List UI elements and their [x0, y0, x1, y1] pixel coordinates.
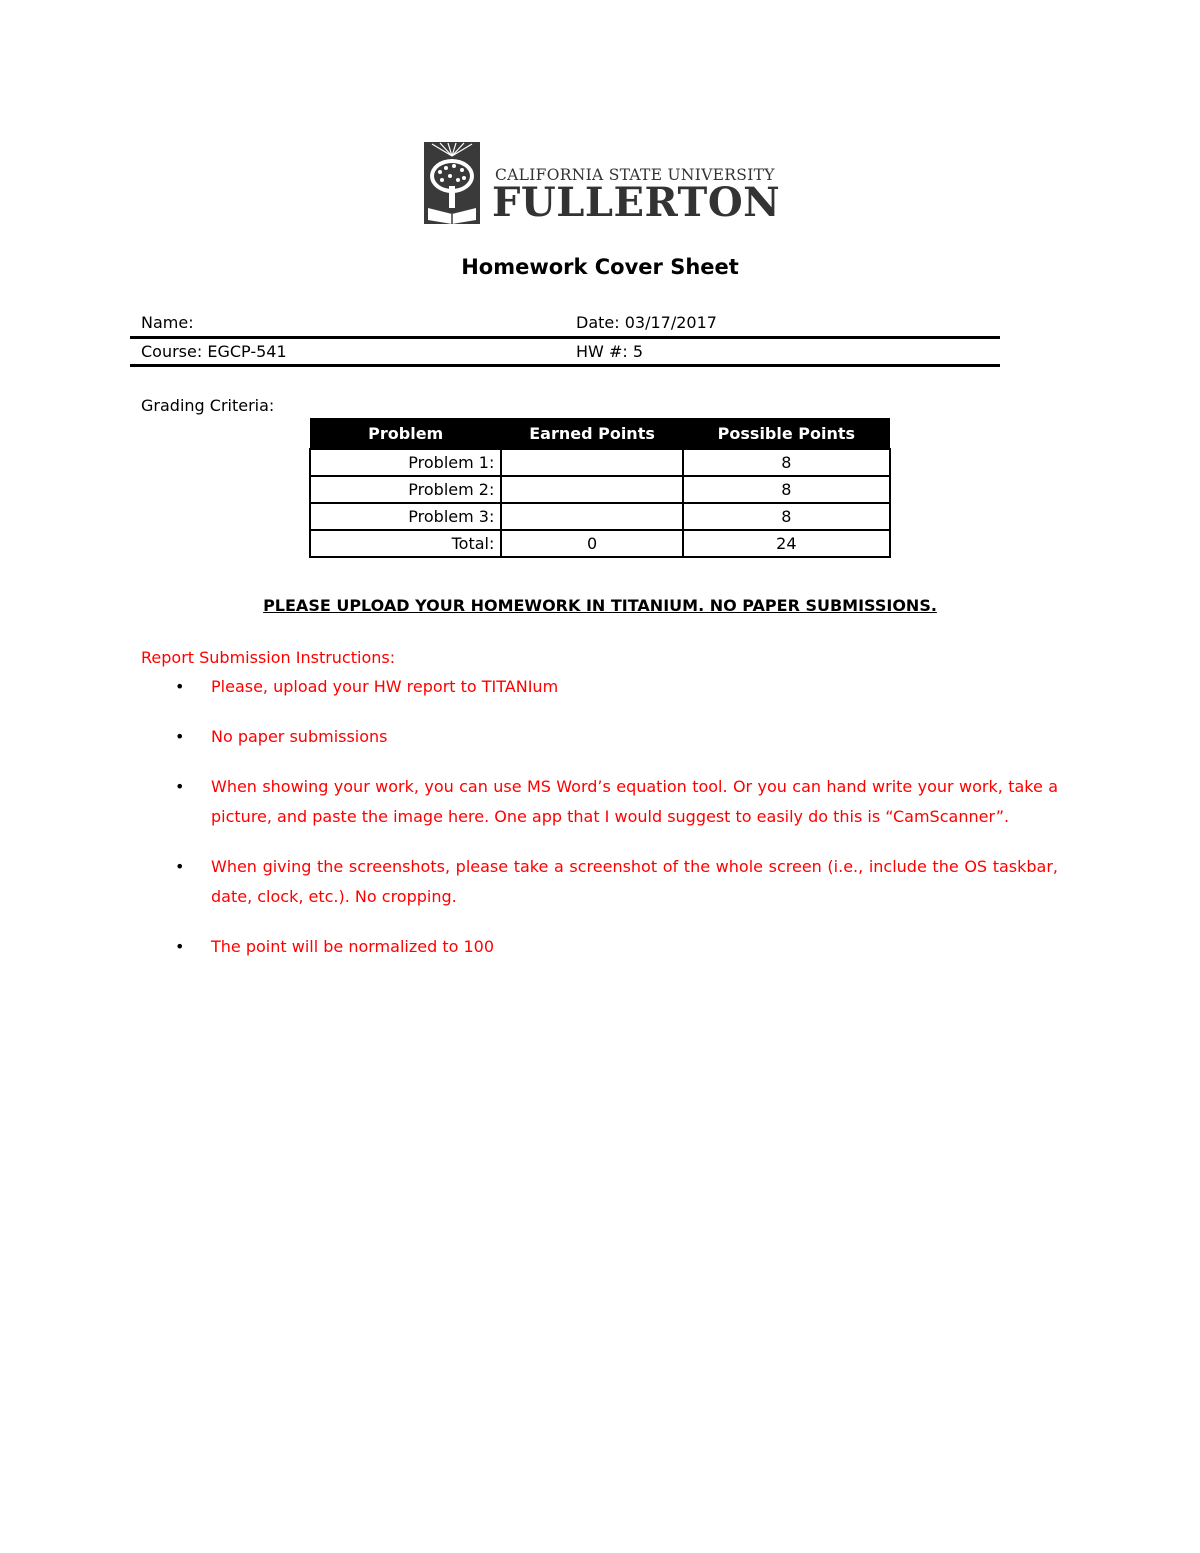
problem-cell: Problem 1:	[310, 449, 501, 476]
column-header-problem: Problem	[310, 418, 501, 449]
university-logo	[424, 142, 780, 226]
list-item	[175, 852, 1058, 912]
name-label: Name:	[141, 313, 194, 332]
bullet-icon: •	[175, 857, 185, 876]
instruction-text: Please, upload your HW report to TITANIum	[211, 677, 559, 696]
tree-seal-icon	[424, 142, 480, 224]
date-label: Date: 03/17/2017	[576, 313, 717, 332]
possible-points-cell: 8	[683, 503, 890, 530]
earned-points-cell	[501, 503, 682, 530]
instructions-title: Report Submission Instructions:	[141, 648, 396, 667]
grading-table	[309, 418, 891, 558]
instruction-text: When giving the screenshots, please take a screenshot of the whole screen (i.e., include the OS taskbar, date, clock, etc.). No cropping.	[211, 857, 1058, 906]
list-item	[175, 772, 1058, 832]
bullet-icon: •	[175, 727, 185, 746]
course-label: Course: EGCP-541	[141, 342, 287, 361]
table-row	[310, 476, 890, 503]
list-item	[175, 672, 1058, 702]
instructions-list	[175, 672, 1058, 982]
instruction-text: When showing your work, you can use MS Word’s equation tool. Or you can hand write your work, take a picture, and paste the image here. One app that I would suggest to easily do this is “CamScanner”.	[211, 777, 1058, 826]
header-divider-1	[130, 336, 1000, 339]
page-title: Homework Cover Sheet	[461, 255, 739, 279]
instruction-text: No paper submissions	[211, 727, 388, 746]
table-row	[310, 503, 890, 530]
bullet-icon: •	[175, 777, 185, 796]
table-row-total	[310, 530, 890, 557]
hw-number-label: HW #: 5	[576, 342, 643, 361]
column-header-possible-points: Possible Points	[683, 418, 890, 449]
problem-cell: Problem 3:	[310, 503, 501, 530]
header-divider-2	[130, 364, 1000, 367]
bullet-icon: •	[175, 937, 185, 956]
problem-cell: Problem 2:	[310, 476, 501, 503]
possible-points-cell: 8	[683, 476, 890, 503]
grading-table-header	[310, 418, 890, 449]
list-item	[175, 722, 1058, 752]
bullet-icon: •	[175, 677, 185, 696]
total-earned-cell: 0	[501, 530, 682, 557]
total-possible-cell: 24	[683, 530, 890, 557]
table-row	[310, 449, 890, 476]
instruction-text: The point will be normalized to 100	[211, 937, 495, 956]
possible-points-cell: 8	[683, 449, 890, 476]
upload-notice: PLEASE UPLOAD YOUR HOMEWORK IN TITANIUM. NO PAPER SUBMISSIONS.	[263, 596, 937, 615]
logo-university-name: CALIFORNIA STATE UNIVERSITY	[495, 166, 775, 184]
earned-points-cell	[501, 476, 682, 503]
grading-criteria-label: Grading Criteria:	[141, 396, 275, 415]
column-header-earned-points: Earned Points	[501, 418, 682, 449]
earned-points-cell	[501, 449, 682, 476]
logo-campus-name: FULLERTON	[492, 179, 781, 226]
list-item	[175, 932, 1058, 962]
total-label-cell: Total:	[310, 530, 501, 557]
